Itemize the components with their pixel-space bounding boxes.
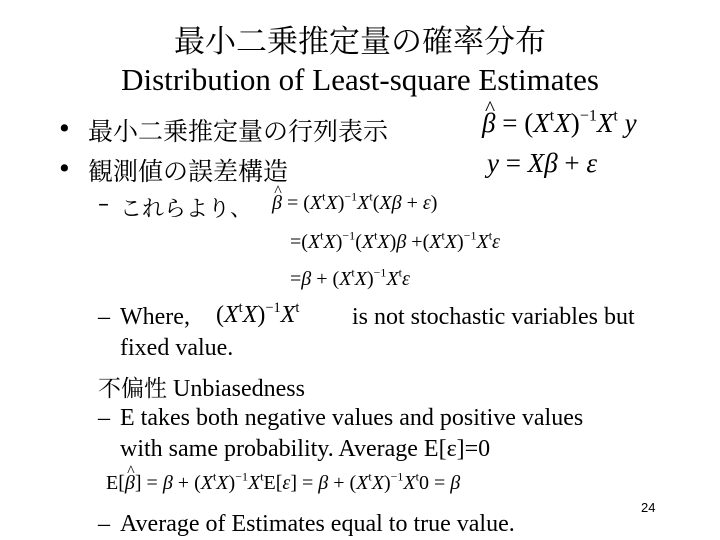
slide-title-japanese: 最小二乗推定量の確率分布: [174, 24, 546, 60]
where-label: Where,: [120, 304, 190, 330]
e-takes-line-1: E takes both negative values and positive values: [120, 405, 584, 431]
formula-observation-model: y = Xβ + ε: [487, 148, 598, 178]
derivation-line-1: ^ $\beta = (X^tX)^{-1}X^t(X\beta + \varepsilon)$: [272, 192, 437, 215]
sub-dash: –: [98, 192, 109, 217]
bullet-marker: •: [57, 114, 72, 143]
bullet-error-structure: 観測値の誤差構造: [88, 157, 289, 186]
sub-therefore: これらより、: [120, 197, 253, 222]
average-conclusion: Average of Estimates equal to true value.: [120, 511, 515, 537]
unbiasedness-heading: 不偏性 Unbiasedness: [98, 376, 305, 402]
bullet-matrix-form: 最小二乗推定量の行列表示: [88, 117, 389, 146]
where-explanation: is not stochastic variables but: [352, 304, 635, 330]
where-dash: –: [98, 304, 110, 330]
bullet-marker: •: [57, 154, 72, 183]
formula-expectation: E[^ $\beta] = \beta + (X^tX)^{-1}X^tE[\varepsilon] = \beta + (X^tX)^{-1}X^t0 = \beta$: [106, 472, 460, 495]
derivation-line-2: $=(X^tX)^{-1}(X^tX)\beta +(X^tX)^{-1}X^t\varepsilon$: [290, 228, 500, 253]
e-takes-dash: –: [98, 405, 110, 431]
derivation-line-3: $=\beta + (X^tX)^{-1}X^t\varepsilon$: [290, 265, 410, 290]
e-takes-line-2: with same probability. Average E[ε]=0: [120, 436, 491, 462]
formula-projection-term: $(X^tX)^{-1}X^t$: [216, 299, 300, 328]
average-dash: –: [98, 511, 110, 537]
formula-ls-estimator: ^ $\beta = (X^tX)^{-1}X^t$ y: [482, 108, 637, 139]
where-continuation: fixed value.: [120, 335, 234, 361]
slide-title-english: Distribution of Least-square Estimates: [121, 62, 599, 97]
page-number: 24: [641, 500, 656, 515]
